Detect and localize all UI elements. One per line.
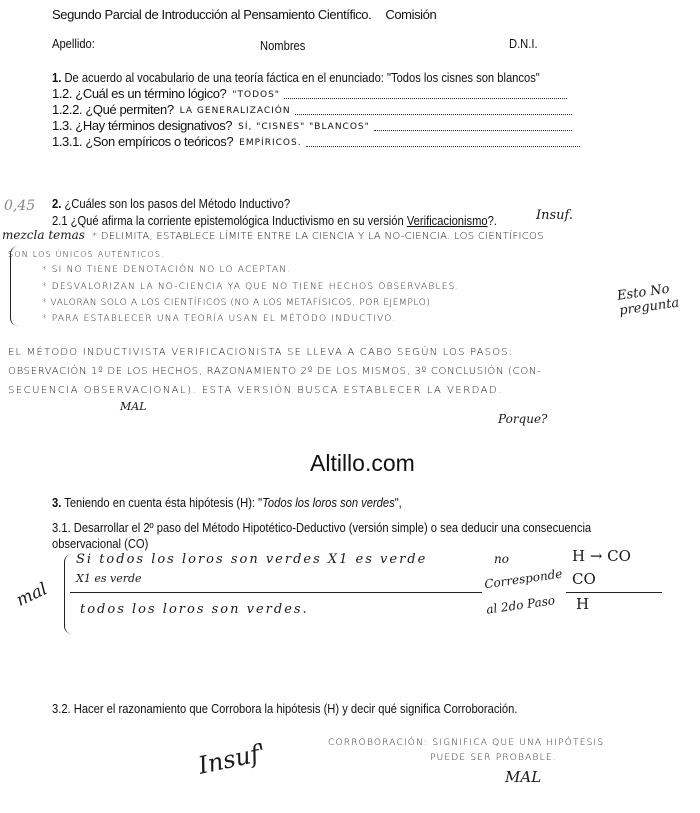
formula-mid: CO [572,570,596,588]
watermark: Altillo.com [310,450,415,476]
side-note: no [494,552,509,566]
answer-line: PUEDE SER PROBABLE. [430,753,557,763]
header-row [52,7,436,23]
question-2-1: 2.1 ¿Qué afirma la corriente epistemológica Inductivismo en su versión Verificacionismo?. [52,213,497,228]
answer-line: Si todos los loros son verdes X1 es verde [76,552,428,567]
question-3-2: 3.2. Hacer el razonamiento que Corrobora la hipótesis (H) y decir qué significa Corroboración. [52,701,518,716]
formula-line [566,592,662,593]
question-1-2-2: 1.2.2. ¿Qué permiten? [52,102,174,117]
answer-line [295,114,572,115]
answer-line: * DELIMITA, ESTABLECE LÍMITE ENTRE LA CIENCIA Y LA NO-CIENCIA. LOS CIENTÍFICOS [92,231,544,242]
answer-line: todos los loros son verdes. [80,602,309,617]
apellido-label: Apellido: [52,36,95,51]
grade-note: Insuf. [536,208,574,223]
dni-label: D.N.I. [509,36,538,51]
answer-line [306,146,580,147]
porque-note: Porque? [498,412,548,426]
answer-1-3-1: EMPÍRICOS. [239,138,302,148]
question-1-3-row [52,118,572,134]
question-1-3-1: 1.3.1. ¿Son empíricos o teóricos? [52,134,234,149]
answer-line: * VALORAN SOLO A LOS CIENTÍFICOS (NO A LOS METAFÍSICOS, POR EJEMPLO) [42,298,431,308]
answer-line: * DESVALORIZAN LA NO-CIENCIA YA QUE NO TIENE HECHOS OBSERVABLES. [42,282,460,292]
exam-title: Segundo Parcial de Introducción al Pensamiento Científico. [52,7,372,22]
answer-line: * PARA ESTABLECER UNA TEORÍA USAN EL MÉTODO INDUCTIVO. [42,314,397,324]
answer-line: CORROBORACIÓN: SIGNIFICA QUE UNA HIPÓTESIS [328,738,605,748]
question-1: 1. De acuerdo al vocabulario de una teoría fáctica en el enunciado: "Todos los cisnes son blancos" [52,70,540,85]
answer-1-3: SÍ, "CISNES" "BLANCOS" [238,122,370,132]
question-2: 2. ¿Cuáles son los pasos del Método Inductivo? [52,196,291,211]
paragraph-line: EL MÉTODO INDUCTIVISTA VERIFICACIONISTA SE LLEVA A CABO SEGÚN LOS PASOS: [8,347,514,358]
answer-line [374,130,572,131]
mal-note: MAL [120,400,147,413]
margin-note: mezcla temas [2,228,85,242]
nombres-label: Nombres [260,38,306,53]
paragraph-line: SECUENCIA OBSERVACIONAL). ESTA VERSIÓN BUSCA ESTABLECER LA VERDAD. [8,385,503,396]
question-3: 3. Teniendo en cuenta ésta hipótesis (H): "Todos los loros son verdes", [52,495,402,510]
answer-1-2: "TODOS" [232,90,280,100]
side-note: Corresponde [483,566,564,592]
mal-note: mal [13,579,51,611]
question-1-2: 1.2. ¿Cuál es un término lógico? [52,86,227,101]
grade-note: Insuf' [195,738,269,780]
brace [64,554,73,634]
comision-label: Comisión [385,7,437,22]
side-note: al 2do Paso [485,593,556,617]
score-mark: 0,45 [4,198,36,214]
question-1-2-row [52,86,567,102]
formula-top: H → CO [572,547,631,565]
answer-line [284,98,567,99]
question-1-3-1-row [52,134,580,150]
question-1-3: 1.3. ¿Hay términos designativos? [52,118,233,133]
formula-bottom: H [576,595,590,613]
side-note: Esto No pregunta [616,281,681,319]
question-1-2-2-row [52,102,572,118]
answer-1-2-2: LA GENERALIZACIÓN [179,106,291,116]
answer-line: * SI NO TIENE DENOTACIÓN NO LO ACEPTAN. [42,265,292,275]
answer-line: X1 es verde [76,572,142,585]
mal-note: MAL [505,768,542,786]
question-3-1: 3.1. Desarrollar el 2º paso del Método Hipotético-Deductivo (versión simple) o sea deducir una consecuencia [52,520,592,535]
paragraph-line: OBSERVACIÓN 1º DE LOS HECHOS, RAZONAMIENTO 2º DE LOS MISMOS, 3º CONCLUSIÓN (CON- [8,366,542,377]
question-3-1-cont: observacional (CO) [52,536,149,551]
answer-line: SON LOS ÚNICOS AUTÉNTICOS. [8,250,165,259]
inference-line [70,592,482,593]
